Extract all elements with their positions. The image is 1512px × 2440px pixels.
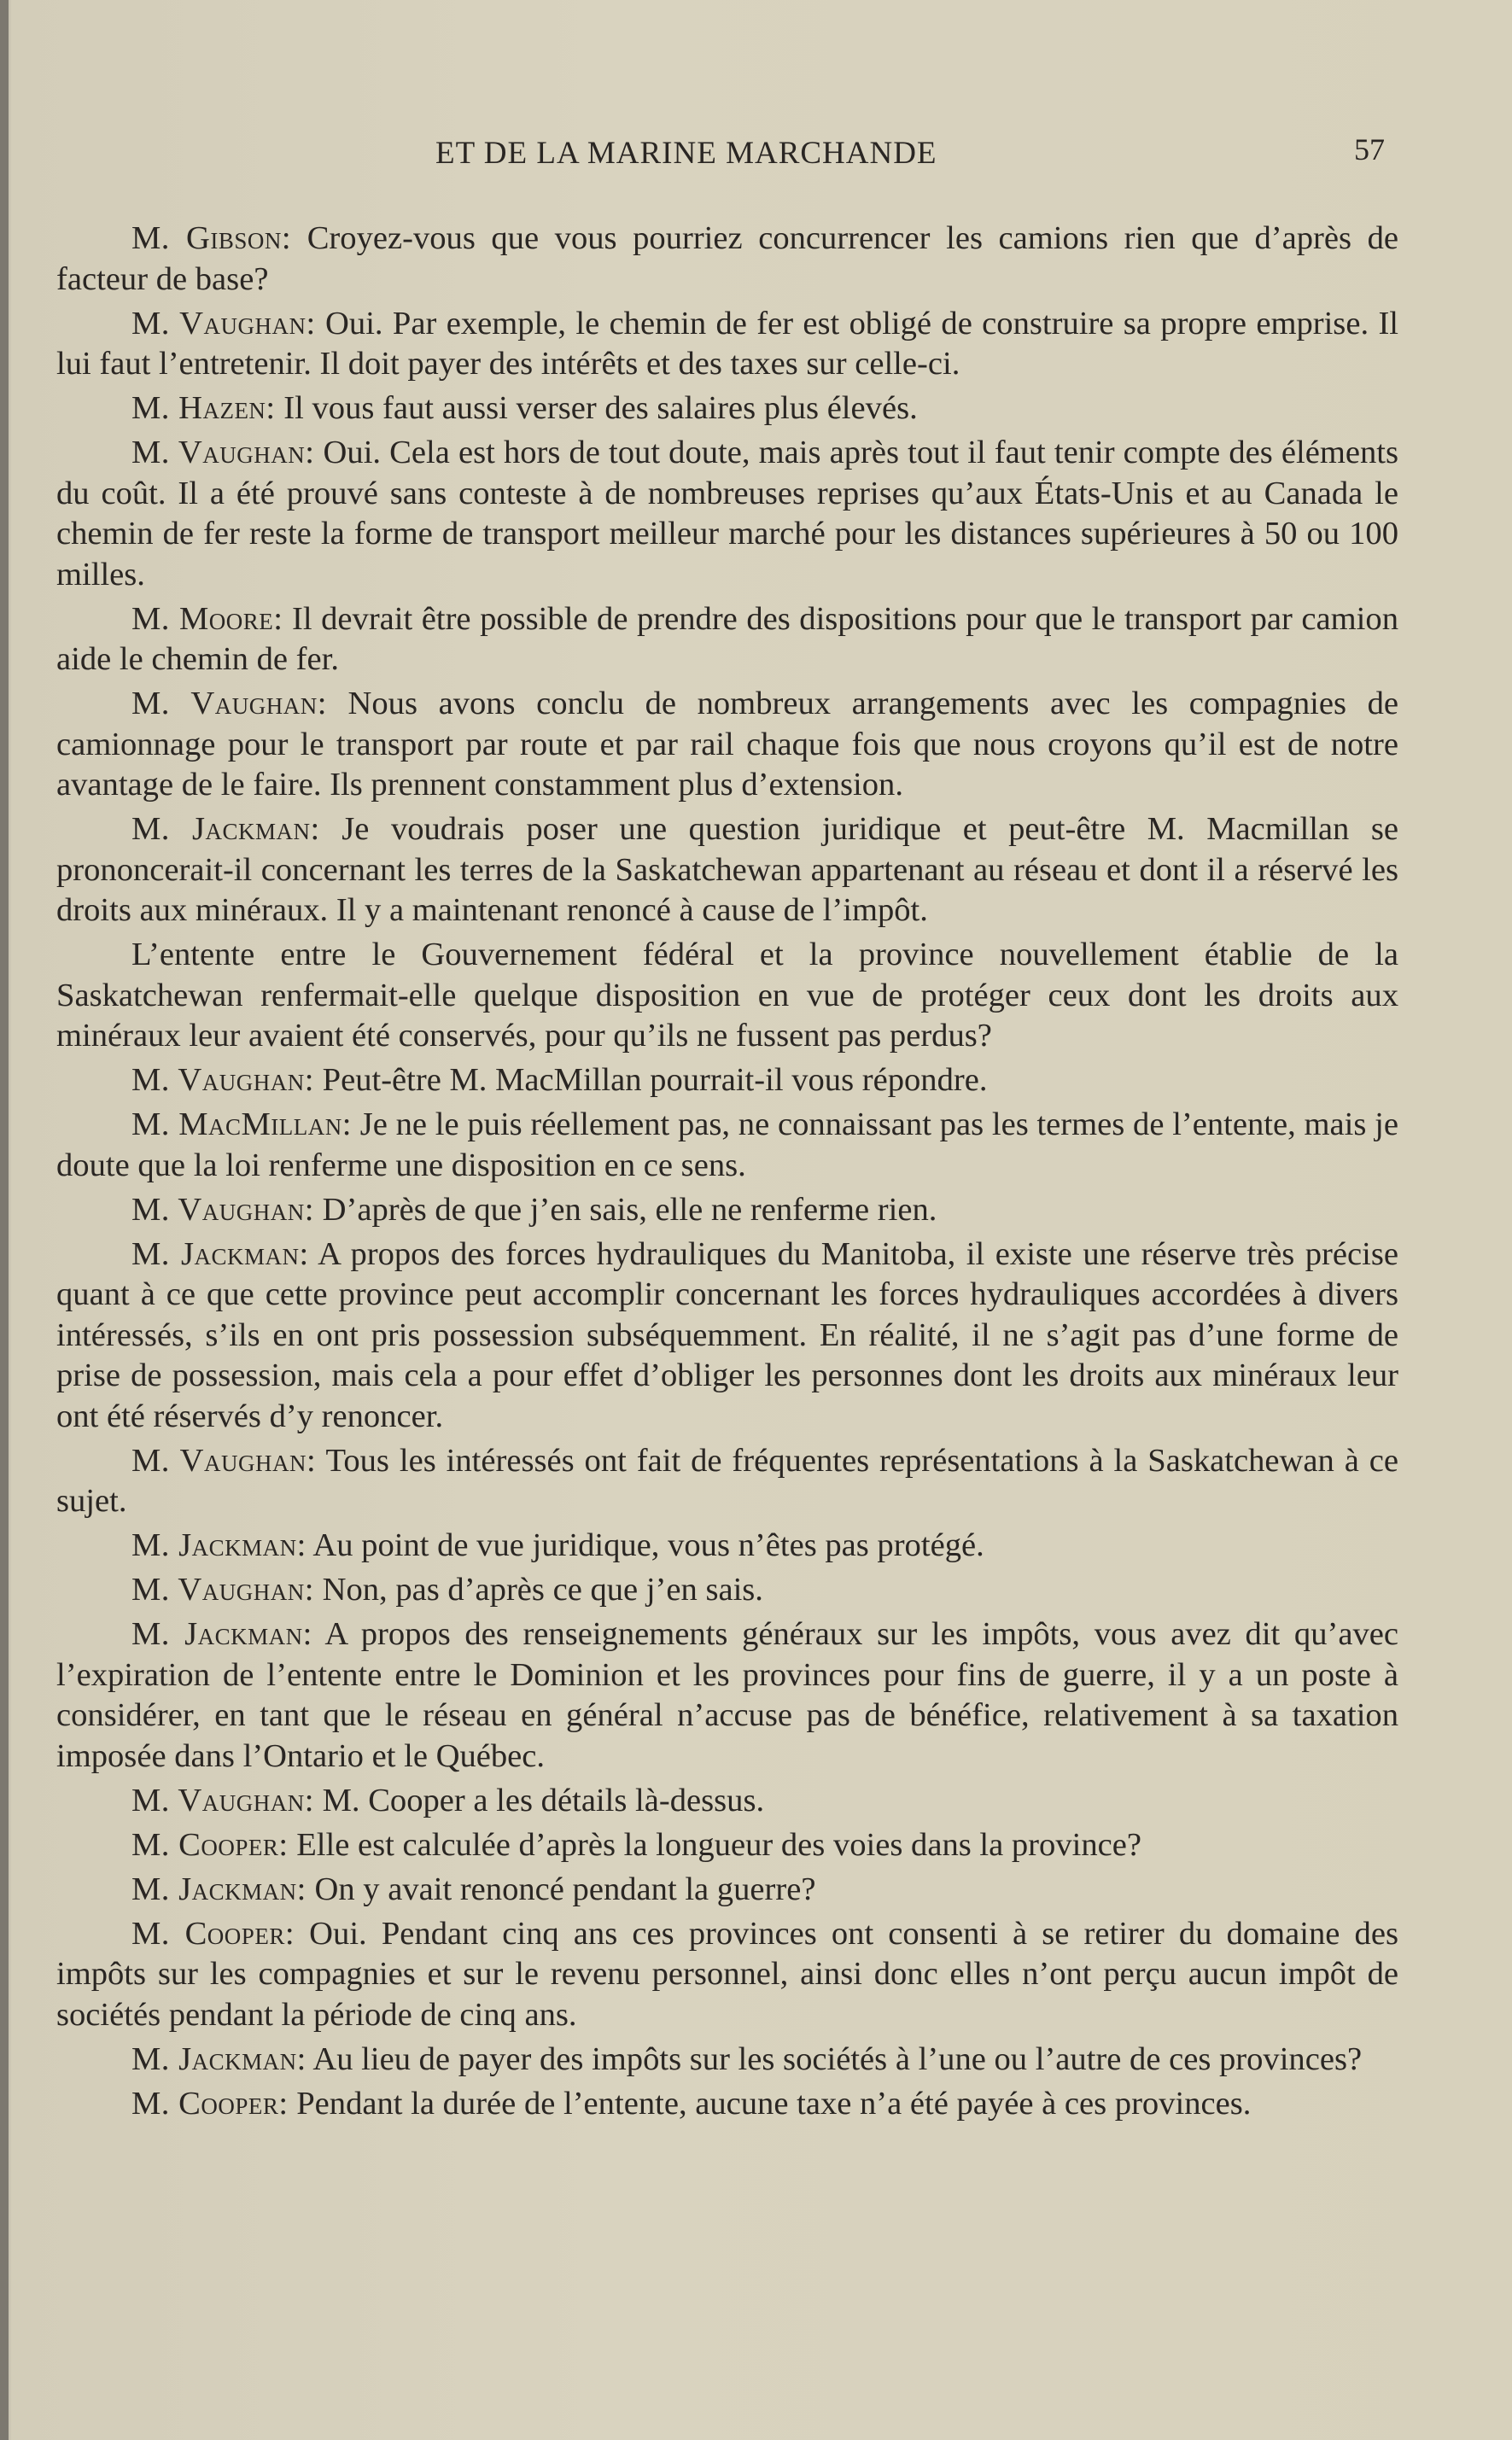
speaker-name: M. Vaughan:: [131, 1782, 314, 1818]
speaker-name: M. Jackman:: [131, 811, 320, 847]
speaker-name: M. Jackman:: [131, 2040, 306, 2077]
paragraph-text: Pendant la durée de l’entente, aucune taxe n’a été payée à ces provinces.: [288, 2085, 1252, 2122]
paragraph-text: A propos des renseignements généraux sur les impôts, vous avez dit qu’avec l’expiration de l’entente entre le Dominion et les provinces pour fins de guerre, il y a un poste à considérer, en tant que le réseau en général n’accuse pas de bénéfice, relativement à sa taxation imposée dans l’Ontario et le Québec.: [56, 1616, 1398, 1774]
paragraph: [56, 1190, 1398, 1231]
speaker-name: M. Jackman:: [131, 1616, 312, 1652]
paragraph-text: Au point de vue juridique, vous n’êtes pas protégé.: [306, 1527, 984, 1563]
paragraph: [56, 2084, 1398, 2125]
paragraph-text: Au lieu de payer des impôts sur les sociétés à l’une ou l’autre de ces provinces?: [306, 2040, 1363, 2077]
paragraph-text: Croyez-vous que vous pourriez concurrencer les camions rien que d’après de facteur de base?: [56, 220, 1398, 297]
paragraph: [56, 1825, 1398, 1866]
paragraph-text: Tous les intéressés ont fait de fréquentes représentations à la Saskatchewan à ce sujet.: [56, 1442, 1398, 1519]
paragraph: [56, 1526, 1398, 1567]
paragraph-text: Oui. Pendant cinq ans ces provinces ont consenti à se retirer du domaine des impôts sur les compagnies et sur le revenu personnel, ainsi donc elles n’ont perçu aucun impôt de sociétés pendant la période de cinq ans.: [56, 1915, 1398, 2033]
paragraph-text: A propos des forces hydrauliques du Manitoba, il existe une réserve très précise quant à ce que cette province peut accomplir concernant les forces hydrauliques accordées à divers intéressés, s’ils en ont pris possession subséquemment. En réalité, il ne s’agit pas d’une forme de prise de possession, mais cela a pour effet d’obliger les personnes dont les droits aux minéraux leur ont été réservés d’y renoncer.: [56, 1235, 1398, 1434]
running-head: ET DE LA MARINE MARCHANDE: [435, 136, 937, 171]
paragraph-text: Je ne le puis réellement pas, ne connaissant pas les termes de l’entente, mais je doute que la loi renferme une disposition en ce sens.: [56, 1106, 1398, 1183]
speaker-name: M. Vaughan:: [131, 1442, 317, 1479]
paragraph: [56, 1441, 1398, 1522]
paragraph: [56, 1060, 1398, 1101]
paragraph-text: Oui. Cela est hors de tout doute, mais après tout il faut tenir compte des éléments du coût. Il a été prouvé sans conteste à de nombreuses reprises qu’aux États-Unis et au Canada le chemin de fer reste la forme de transport meilleur marché pour les distances supérieures à 50 ou 100 milles.: [56, 435, 1398, 592]
speaker-name: M. Vaughan:: [131, 1191, 314, 1228]
paragraph-text: Je voudrais poser une question juridique et peut-être M. Macmillan se prononcerait-il concernant les terres de la Saskatchewan appartenant au réseau et dont il a réservé les droits aux minéraux. Il y a maintenant renoncé à cause de l’impôt.: [56, 811, 1398, 928]
paragraph: [56, 2040, 1398, 2081]
paragraph: [56, 935, 1398, 1057]
paragraph: [56, 304, 1398, 385]
paragraph: [56, 433, 1398, 595]
paragraph: [56, 684, 1398, 806]
speaker-name: M. MacMillan:: [131, 1106, 352, 1142]
paragraph: [56, 388, 1398, 429]
speaker-name: M. Vaughan:: [131, 305, 316, 341]
binding-edge: [0, 0, 9, 2440]
paragraph: [56, 1914, 1398, 2036]
speaker-name: M. Jackman:: [131, 1871, 306, 1907]
transcript-body: [56, 219, 1398, 2128]
speaker-name: M. Gibson:: [131, 220, 292, 256]
paragraph: [56, 1614, 1398, 1777]
paragraph-text: Oui. Par exemple, le chemin de fer est obligé de construire sa propre emprise. Il lui faut l’entretenir. Il doit payer des intérêts et des taxes sur celle-ci.: [56, 305, 1399, 382]
speaker-name: M. Hazen:: [131, 390, 276, 426]
speaker-name: M. Cooper:: [131, 2085, 289, 2122]
speaker-name: M. Vaughan:: [131, 435, 315, 470]
paragraph: [56, 1570, 1398, 1611]
page-number: 57: [1354, 132, 1385, 166]
paragraph-text: On y avait renoncé pendant la guerre?: [306, 1871, 816, 1907]
paragraph-text: Il vous faut aussi verser des salaires plus élevés.: [275, 390, 918, 426]
paragraph: [56, 219, 1398, 300]
paragraph: [56, 1235, 1398, 1438]
paragraph-text: Non, pas d’après ce que j’en sais.: [313, 1572, 763, 1608]
paragraph-text: Elle est calculée d’après la longueur des voies dans la province?: [288, 1826, 1141, 1863]
paragraph: [56, 1870, 1398, 1911]
paragraph-text: L’entente entre le Gouvernement fédéral et la province nouvellement établie de la Saskatchewan renfermait-elle quelque disposition en vue de protéger ceux dont les droits aux minéraux leur avaient été conservés, pour qu’ils ne fussent pas perdus?: [56, 937, 1398, 1054]
speaker-name: M. Vaughan:: [131, 1572, 314, 1608]
speaker-name: M. Moore:: [131, 600, 283, 637]
paragraph: [56, 599, 1398, 680]
paragraph: [56, 1105, 1398, 1186]
paragraph-text: Il devrait être possible de prendre des dispositions pour que le transport par camion aide le chemin de fer.: [56, 600, 1398, 677]
paragraph: [56, 1781, 1398, 1822]
paragraph-text: Peut-être M. MacMillan pourrait-il vous répondre.: [313, 1062, 988, 1098]
paragraph-text: M. Cooper a les détails là-dessus.: [313, 1782, 765, 1818]
speaker-name: M. Vaughan:: [131, 686, 327, 721]
speaker-name: M. Jackman:: [131, 1235, 309, 1272]
speaker-name: M. Cooper:: [131, 1826, 289, 1863]
paragraph-text: Nous avons conclu de nombreux arrangements avec les compagnies de camionnage pour le transport par route et par rail chaque fois que nous croyons qu’il est de notre avantage de le faire. Ils prennent constamment plus d’extension.: [56, 686, 1398, 803]
speaker-name: M. Jackman:: [131, 1527, 306, 1563]
paragraph-text: D’après de que j’en sais, elle ne renferme rien.: [313, 1191, 937, 1228]
speaker-name: M. Vaughan:: [131, 1062, 314, 1098]
speaker-name: M. Cooper:: [131, 1915, 295, 1952]
paragraph: [56, 809, 1398, 931]
page-header: [0, 132, 1512, 178]
